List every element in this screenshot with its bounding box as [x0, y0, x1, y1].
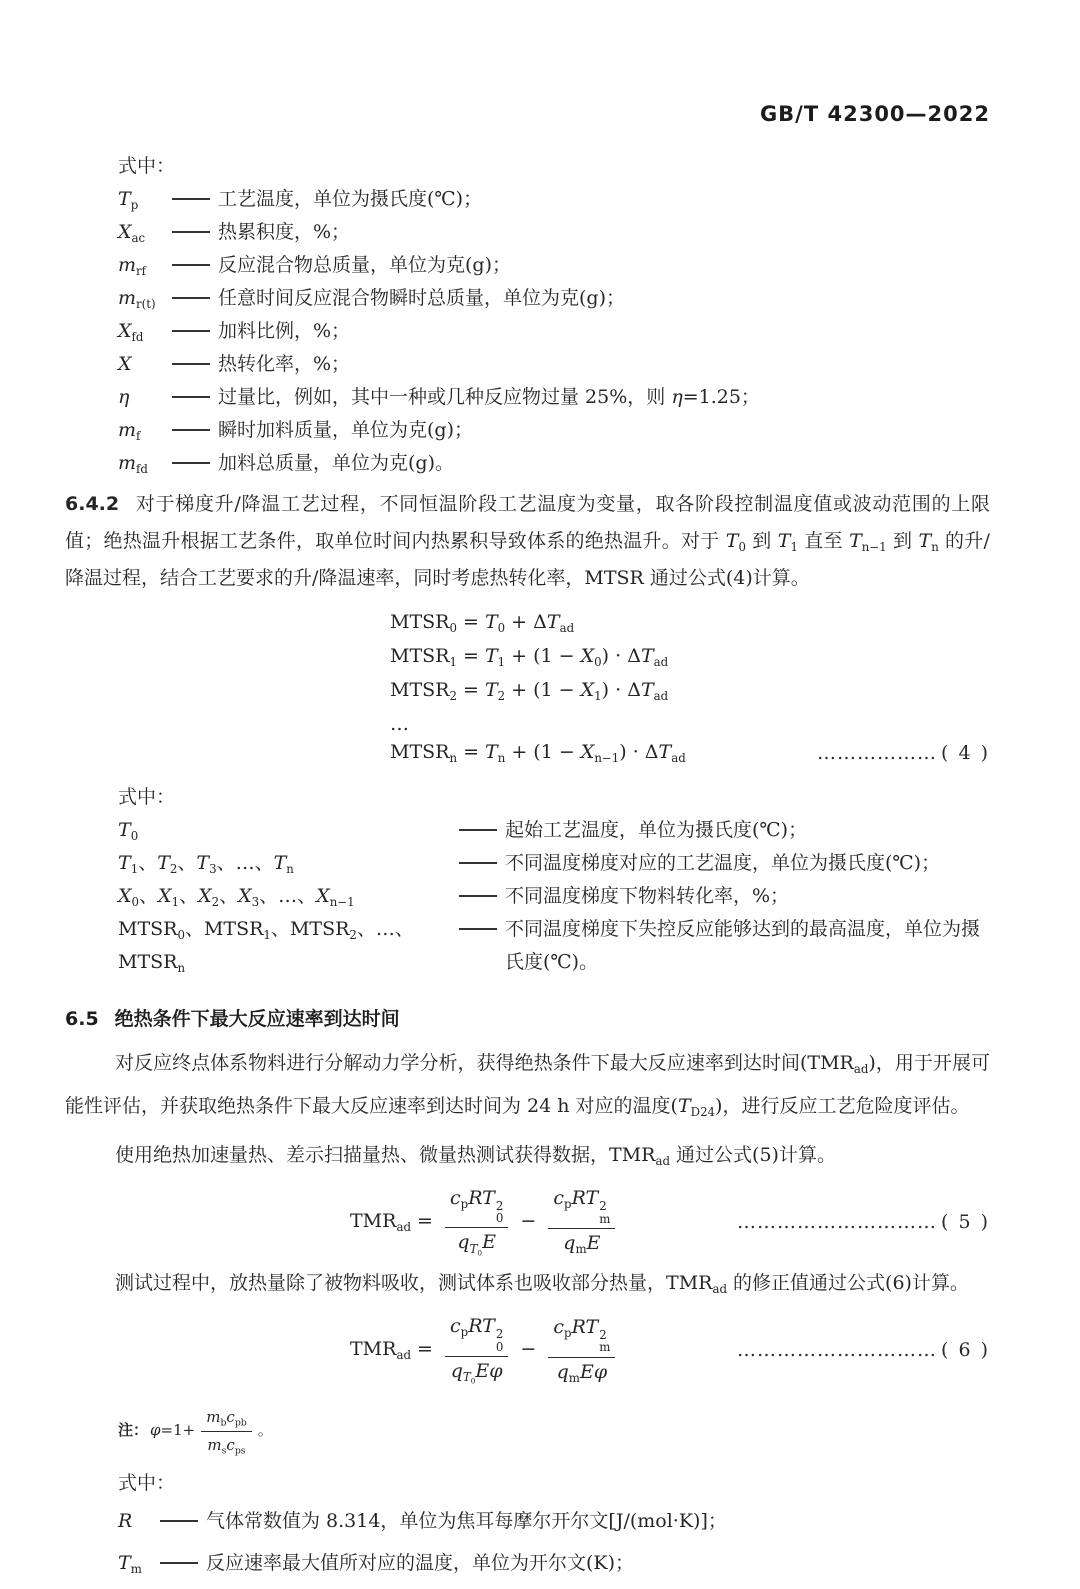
formula-number: ( 6 ) — [941, 1339, 990, 1362]
symbol-description: 瞬时加料质量，单位为克(g)； — [218, 419, 473, 441]
symbol: $m_{r(t)}$ — [118, 287, 156, 312]
formula-number: ( 5 ) — [941, 1210, 990, 1233]
symbol: $X_{fd}$ — [118, 320, 144, 345]
formula-6: $TMR_{ad}$ = $c_pRT$ 2 0 $q_{T_0}E\varphi$ − $c_pRT$ 2 m $q_mE\varphi$ — [350, 1315, 621, 1385]
formula-leader: ………………………… ( 6 ) — [737, 1339, 990, 1362]
symbol-description: 不同温度梯度下失控反应能够达到的最高温度，单位为摄氏度(℃)。 — [505, 917, 981, 973]
formula-leader: ………………………… ( 5 ) — [737, 1210, 990, 1233]
equation-mtsr-2: $MTSR_2 = T_2 + (1 - X_1) \cdot \Delta T_{ad}$ — [390, 679, 669, 704]
equation-mtsr-n-row — [390, 741, 990, 765]
definition-row — [118, 315, 990, 348]
clause-6-5-heading — [65, 1003, 990, 1036]
symbol-description: 加料比例，%； — [218, 320, 351, 342]
symbol: X — [118, 353, 132, 375]
formula-6-row — [65, 1315, 990, 1385]
symbol: $T_0$ — [118, 818, 139, 843]
note-formula: φ=1+ $\frac{m_bc_{pb}}{m_sc_{ps}}$ 。 — [150, 1407, 273, 1456]
definition-dash — [459, 829, 497, 831]
definition-dash — [172, 330, 210, 332]
definition-row — [118, 249, 990, 282]
symbol-description: 热累积度，%； — [218, 221, 351, 243]
symbol-definition-list-2 — [118, 814, 990, 979]
symbol-description: 反应速率最大值所对应的温度，单位为开尔文(K)； — [206, 1552, 635, 1575]
formula-5: $TMR_{ad}$ = $c_pRT$ 2 0 $q_{T_0}E$ − $c_pRT$ 2 m $q_mE$ — [350, 1187, 621, 1257]
definition-dash — [172, 231, 210, 233]
symbol: $m_{fd}$ — [118, 452, 148, 477]
where-label-1: 式中： — [118, 155, 176, 177]
symbol-description: 不同温度梯度对应的工艺温度，单位为摄氏度(℃)； — [505, 851, 941, 874]
symbol: $T_p$ — [118, 188, 139, 213]
symbol: $X_{ac}$ — [118, 221, 146, 246]
definition-row — [118, 381, 990, 414]
symbol: $T_1$、$T_2$、$T_3$、…、$T_n$ — [118, 851, 294, 876]
definition-row — [118, 447, 990, 480]
symbol-definition-list-3 — [118, 1500, 990, 1584]
definition-dash — [172, 198, 210, 200]
symbol: η — [118, 386, 130, 408]
formula-number: ( 4 ) — [941, 741, 990, 764]
symbol-description: 气体常数值为 8.314，单位为焦耳每摩尔开尔文[J/(mol·K)]； — [206, 1510, 727, 1533]
equation-mtsr-1: $MTSR_1 = T_1 + (1 - X_0) \cdot \Delta T_{ad}$ — [390, 645, 669, 670]
definition-row — [118, 1500, 990, 1542]
symbol-description: 加料总质量，单位为克(g)。 — [218, 452, 454, 474]
where-label-3: 式中： — [118, 1472, 176, 1495]
definition-row — [118, 348, 990, 381]
symbol: $T_m$ — [118, 1552, 142, 1577]
symbol-description: 热转化率，%； — [218, 353, 351, 375]
definition-dash — [160, 1520, 198, 1522]
symbol-description: 不同温度梯度下物料转化率，%； — [505, 884, 790, 907]
definition-row — [118, 880, 990, 913]
note-phi-definition — [118, 1407, 990, 1455]
equation-ellipsis: … — [390, 713, 409, 735]
definition-row — [118, 847, 990, 880]
definition-row — [118, 814, 990, 847]
definition-dash — [172, 363, 210, 365]
definition-row — [118, 216, 990, 249]
clause-6-4-2-paragraph: 6.4.2 对于梯度升/降温工艺过程，不同恒温阶段工艺温度为变量，取各阶段控制温度值或波动范围的上限值；绝热温升根据工艺条件，取单位时间内热累积导致体系的绝热温升。对于 $T_0$ 到 $T_1$ 直至 $T_{n-1}$ 到 $T_n$ 的升/降温过程，结合工艺要求的升/降温速率，同时考虑热转化率，MTSR 通过公式(4)计算。 — [65, 493, 990, 589]
definition-dash — [172, 429, 210, 431]
symbol: R — [118, 1510, 133, 1533]
symbol: $X_0$、$X_1$、$X_2$、$X_3$、…、$X_{n-1}$ — [118, 884, 355, 909]
definition-row — [118, 282, 990, 315]
note-label: 注： — [118, 1421, 149, 1440]
formula-leader: ……………… ( 4 ) — [817, 741, 990, 764]
definition-dash — [160, 1562, 198, 1564]
document-header — [65, 0, 990, 126]
definition-dash — [172, 297, 210, 299]
definition-dash — [172, 462, 210, 464]
symbol-description: 工艺温度，单位为摄氏度(℃)； — [218, 188, 483, 210]
equation-mtsr-0: $MTSR_0 = T_0 + \Delta T_{ad}$ — [390, 611, 575, 636]
definition-dash — [459, 862, 497, 864]
clause-6-5-paragraph-2: 使用绝热加速量热、差示扫描量热、微量热测试获得数据，$TMR_{ad}$ 通过公式(5)计算。 — [115, 1143, 836, 1168]
equation-mtsr-n: $MTSR_n = T_n + (1 - X_{n-1}) \cdot \Delta T_{ad}$ — [390, 741, 686, 766]
definition-dash — [459, 895, 497, 897]
where-label-2: 式中： — [118, 785, 176, 808]
symbol-definition-list-1 — [118, 183, 990, 480]
definition-row — [118, 913, 990, 979]
symbol-description: 反应混合物总质量，单位为克(g)； — [218, 254, 511, 276]
symbol: $MTSR_0$、$MTSR_1$、$MTSR_2$、…、$MTSR_n$ — [118, 917, 414, 975]
definition-row — [118, 1542, 990, 1584]
definition-dash — [459, 928, 497, 930]
definition-dash — [172, 396, 210, 398]
definition-row — [118, 414, 990, 447]
definition-dash — [172, 264, 210, 266]
symbol-description: 起始工艺温度，单位为摄氏度(℃)； — [505, 818, 808, 841]
clause-title: 绝热条件下最大反应速率到达时间 — [114, 1007, 400, 1030]
symbol: $m_f$ — [118, 419, 141, 444]
definition-row — [118, 183, 990, 216]
formula-5-row — [65, 1187, 990, 1257]
clause-6-5-paragraph-1: 对反应终点体系物料进行分解动力学分析，获得绝热条件下最大反应速率到达时间$(TMR_{ad})$，用于开展可能性评估，并获取绝热条件下最大反应速率到达时间为 24 h 对应的温度$(T_{D24})$，进行反应工艺危险度评估。 — [65, 1051, 990, 1119]
symbol-description: 任意时间反应混合物瞬时总质量，单位为克(g)； — [218, 287, 625, 309]
standard-number: GB/T 42300—2022 — [759, 102, 990, 126]
symbol: $m_{rf}$ — [118, 254, 147, 279]
clause-number: 6.5 — [65, 1007, 99, 1030]
clause-6-5-paragraph-3: 测试过程中，放热量除了被物料吸收，测试体系也吸收部分热量，$TMR_{ad}$ 的修正值通过公式(6)计算。 — [115, 1272, 969, 1297]
symbol-description: 过量比，例如，其中一种或几种反应物过量 25%，则 η=1.25； — [218, 386, 760, 408]
equation-4-block — [390, 605, 990, 741]
